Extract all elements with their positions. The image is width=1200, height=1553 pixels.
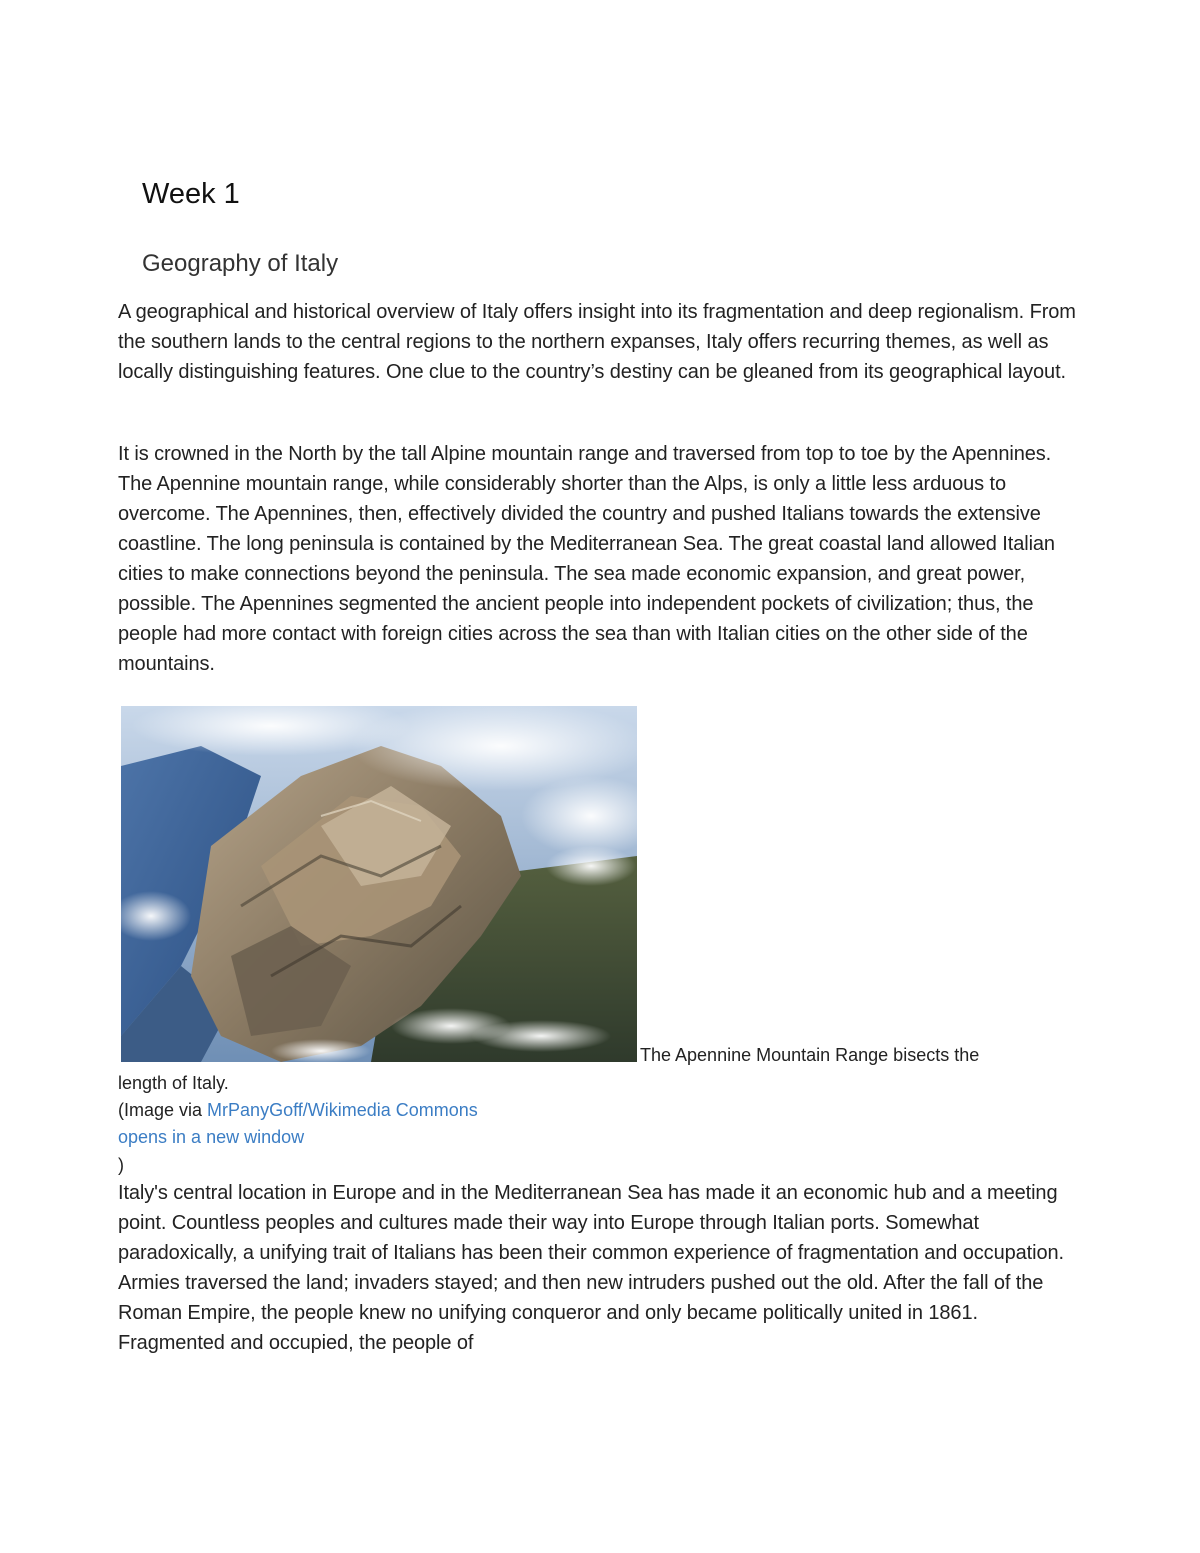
image-credit: [118, 1097, 478, 1124]
central-location-paragraph: Italy's central location in Europe and in the Mediterranean Sea has made it an economic hub and a meeting point. Countless peoples and cultures made their way into Europe through Italian ports. Somewhat paradoxically, a unifying trait of Italians has been their common experience of fragmentation and occupation. Armies traversed the land; invaders stayed; and then new intruders pushed out the old. After the fall of the Roman Empire, the people knew no unifying conqueror and only became politically united in 1861. Fragmented and occupied, the people of: [118, 1182, 1064, 1354]
image-credit-prefix: (Image via: [118, 1100, 208, 1120]
apennine-aerial-photo: [121, 706, 637, 1062]
figure-caption-continued: length of Italy.: [118, 1073, 229, 1093]
mountains-paragraph: It is crowned in the North by the tall Alpine mountain range and traversed from top to toe by the Apennines. The Apennine mountain range, while considerably shorter than the Alps, is only a little less arduous to overcome. The Apennines, then, effectively divided the country and pushed Italians towards the extensive coastline. The long peninsula is contained by the Mediterranean Sea. The great coastal land allowed Italian cities to make connections beyond the peninsula. The sea made economic expansion, and great power, possible. The Apennines segmented the ancient people into independent pockets of civilization; thus, the people had more contact with foreign cities across the sea than with Italian cities on the other side of the mountains.: [118, 443, 1055, 675]
new-window-note: [118, 1124, 304, 1151]
wikimedia-credit-link[interactable]: MrPanyGoff/Wikimedia Commons: [207, 1100, 478, 1120]
section-title: Geography of Italy: [142, 250, 339, 277]
image-credit-suffix: ): [118, 1155, 124, 1175]
opens-new-window-link[interactable]: opens in a new window: [118, 1127, 305, 1147]
figure-caption: The Apennine Mountain Range bisects the: [640, 1045, 980, 1065]
week-title: Week 1: [142, 178, 240, 210]
intro-paragraph: A geographical and historical overview of Italy offers insight into its fragmentation and deep regionalism. From the southern lands to the central regions to the northern expanses, Italy offers recurring themes, as well as locally distinguishing features. One clue to the country’s destiny can be gleaned from its geographical layout.: [118, 301, 1076, 383]
